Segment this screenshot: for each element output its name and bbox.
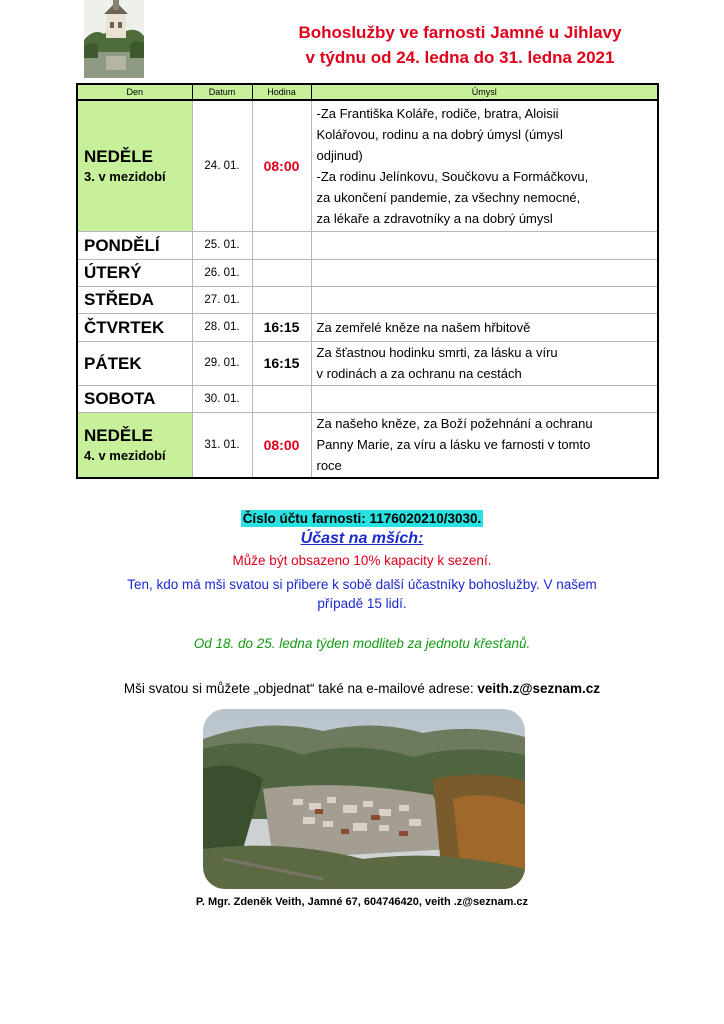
hour-cell: 16:15 <box>252 313 311 341</box>
table-row <box>77 385 658 412</box>
day-name: NEDĚLE <box>84 146 153 166</box>
intent-line: Za šťastnou hodinku smrti, za lásku a víru <box>316 345 558 360</box>
day-name: STŘEDA <box>84 290 154 309</box>
header-date: Datum <box>192 84 252 100</box>
day-subtitle: 4. v mezidobí <box>84 447 166 463</box>
hour-cell <box>252 385 311 412</box>
day-name: PÁTEK <box>84 353 142 373</box>
title-line-2: v týdnu od 24. ledna do 31. ledna 2021 <box>305 48 615 67</box>
day-cell <box>77 231 192 259</box>
header-day: Den <box>77 84 192 100</box>
intent-cell <box>311 341 658 385</box>
table-row <box>77 341 658 385</box>
day-name: ČTVRTEK <box>84 317 165 337</box>
church-photo <box>84 0 144 78</box>
day-cell <box>77 286 192 313</box>
intent-line: -Za rodinu Jelínkovu, Součkovu a Formáčkovu, <box>316 168 589 184</box>
header-intent: Úmysl <box>311 84 658 100</box>
day-subtitle: 3. v mezidobí <box>84 168 166 184</box>
table-row <box>77 412 658 478</box>
capacity-note: Může být obsazeno 10% kapacity k sezení. <box>232 553 492 568</box>
town-landscape-photo <box>203 709 525 889</box>
date-cell: 29. 01. <box>192 341 252 385</box>
day-name: ÚTERÝ <box>84 263 142 282</box>
day-name: NEDĚLE <box>84 425 153 445</box>
footer-contact: P. Mgr. Zdeněk Veith, Jamné 67, 604746420, veith .z@seznam.cz <box>195 896 529 908</box>
participation-heading: Účast na mších: <box>300 530 424 547</box>
mass-schedule-table <box>76 83 659 479</box>
table-row <box>77 313 658 341</box>
day-cell <box>77 313 192 341</box>
date-cell: 31. 01. <box>192 412 252 478</box>
prayer-week-note: Od 18. do 25. ledna týden modliteb za jednotu křesťanů. <box>193 636 531 651</box>
instructions-line-1: Ten, kdo má mši svatou si přibere k sobě další účastníky bohoslužby. V našem <box>127 577 597 592</box>
day-cell <box>77 412 192 478</box>
title-line-1: Bohoslužby ve farnosti Jamné u Jihlavy <box>298 23 622 42</box>
order-mass-note <box>0 681 724 696</box>
intent-line: roce <box>316 458 342 474</box>
day-name: PONDĚLÍ <box>84 235 160 255</box>
order-email[interactable]: veith.z@seznam.cz <box>477 681 601 696</box>
intent-line: Kolářovou, rodinu a na dobrý úmysl (úmysl <box>316 126 563 142</box>
header-hour: Hodina <box>252 84 311 100</box>
intent-line: Panny Marie, za víru a lásku ve farnosti v tomto <box>316 437 591 453</box>
intent-line: odjinud) <box>316 147 363 163</box>
day-cell <box>77 341 192 385</box>
instructions-line-2: případě 15 lidí. <box>317 596 407 611</box>
account-number-text: Číslo účtu farnosti: 1176020210/3030. <box>242 511 482 526</box>
day-cell <box>77 385 192 412</box>
hour-cell <box>252 286 311 313</box>
date-cell: 27. 01. <box>192 286 252 313</box>
day-cell <box>77 100 192 231</box>
intent-cell <box>311 100 658 231</box>
hour-cell: 08:00 <box>252 100 311 231</box>
table-row <box>77 100 658 231</box>
intent-line: za ukončení pandemie, za všechny nemocné, <box>316 189 581 205</box>
intent-cell <box>311 259 658 286</box>
hour-cell: 16:15 <box>252 341 311 385</box>
date-cell: 28. 01. <box>192 313 252 341</box>
table-row <box>77 259 658 286</box>
hour-cell <box>252 231 311 259</box>
intent-cell <box>311 286 658 313</box>
table-row <box>77 286 658 313</box>
intent-cell <box>311 231 658 259</box>
intent-line: za lékaře a zdravotníky a na dobrý úmysl <box>316 210 553 226</box>
date-cell: 30. 01. <box>192 385 252 412</box>
intent-line: Za našeho kněze, za Boží požehnání a ochranu <box>316 416 593 432</box>
intent-cell <box>311 313 658 341</box>
intent-cell <box>311 412 658 478</box>
intent-line: Za zemřelé kněze na našem hřbitově <box>316 319 531 335</box>
hour-cell <box>252 259 311 286</box>
parish-account <box>0 511 724 526</box>
date-cell: 25. 01. <box>192 231 252 259</box>
intent-cell <box>311 385 658 412</box>
day-cell <box>77 259 192 286</box>
participant-instructions <box>0 575 724 613</box>
intent-line: -Za Františka Koláře, rodiče, bratra, Aloisii <box>316 105 559 121</box>
date-cell: 24. 01. <box>192 100 252 231</box>
intent-line: v rodinách a za ochranu na cestách <box>316 366 522 381</box>
table-row <box>77 231 658 259</box>
day-name: SOBOTA <box>84 389 156 408</box>
date-cell: 26. 01. <box>192 259 252 286</box>
table-header-row <box>77 84 658 100</box>
hour-cell: 08:00 <box>252 412 311 478</box>
order-text: Mši svatou si můžete „objednat“ také na e-mailové adrese: <box>123 681 478 696</box>
page-title <box>240 20 680 70</box>
